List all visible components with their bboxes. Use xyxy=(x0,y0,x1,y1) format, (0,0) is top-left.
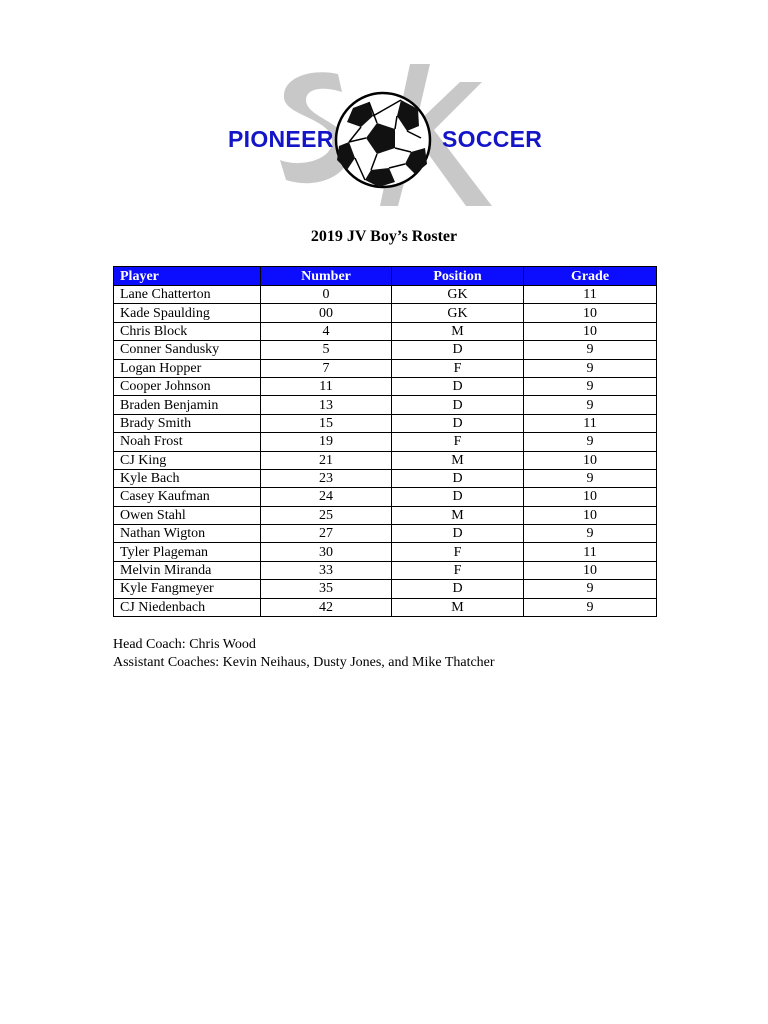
player-position-cell: D xyxy=(392,488,524,506)
column-header-number: Number xyxy=(261,267,392,286)
soccer-ball-icon xyxy=(336,93,430,187)
player-position-cell: D xyxy=(392,469,524,487)
player-grade-cell: 10 xyxy=(524,451,657,469)
table-row xyxy=(114,414,657,432)
table-row xyxy=(114,525,657,543)
player-grade-cell: 9 xyxy=(524,433,657,451)
player-number-cell: 13 xyxy=(261,396,392,414)
player-grade-cell: 9 xyxy=(524,359,657,377)
column-header-player: Player xyxy=(114,267,261,286)
player-position-cell: M xyxy=(392,506,524,524)
player-number-cell: 27 xyxy=(261,525,392,543)
player-grade-cell: 9 xyxy=(524,469,657,487)
assistant-coaches-text: Assistant Coaches: Kevin Neihaus, Dusty Jones, and Mike Thatcher xyxy=(113,655,495,670)
player-number-cell: 0 xyxy=(261,286,392,304)
player-number-cell: 5 xyxy=(261,341,392,359)
player-grade-cell: 11 xyxy=(524,543,657,561)
player-grade-cell: 10 xyxy=(524,488,657,506)
table-row xyxy=(114,359,657,377)
player-position-cell: M xyxy=(392,322,524,340)
roster-title: 2019 JV Boy’s Roster xyxy=(310,228,458,245)
player-position-cell: D xyxy=(392,580,524,598)
player-grade-cell: 9 xyxy=(524,341,657,359)
logo-word-soccer: SOCCER xyxy=(442,126,543,152)
player-name-cell: Tyler Plageman xyxy=(114,543,261,561)
player-grade-cell: 10 xyxy=(524,561,657,579)
table-row xyxy=(114,488,657,506)
player-name-cell: Melvin Miranda xyxy=(114,561,261,579)
player-position-cell: F xyxy=(392,543,524,561)
table-row xyxy=(114,506,657,524)
table-row xyxy=(114,561,657,579)
player-position-cell: D xyxy=(392,414,524,432)
player-number-cell: 21 xyxy=(261,451,392,469)
player-position-cell: GK xyxy=(392,304,524,322)
player-name-cell: Brady Smith xyxy=(114,414,261,432)
player-number-cell: 15 xyxy=(261,414,392,432)
player-name-cell: Noah Frost xyxy=(114,433,261,451)
player-name-cell: CJ Niedenbach xyxy=(114,598,261,616)
roster-table xyxy=(113,266,657,617)
player-grade-cell: 11 xyxy=(524,286,657,304)
table-row xyxy=(114,341,657,359)
player-number-cell: 42 xyxy=(261,598,392,616)
player-number-cell: 4 xyxy=(261,322,392,340)
player-number-cell: 35 xyxy=(261,580,392,598)
player-number-cell: 25 xyxy=(261,506,392,524)
player-position-cell: M xyxy=(392,451,524,469)
player-name-cell: Kyle Bach xyxy=(114,469,261,487)
player-number-cell: 24 xyxy=(261,488,392,506)
player-name-cell: Cooper Johnson xyxy=(114,377,261,395)
table-row xyxy=(114,598,657,616)
coaches-section xyxy=(113,636,495,672)
player-position-cell: F xyxy=(392,561,524,579)
player-grade-cell: 9 xyxy=(524,377,657,395)
player-grade-cell: 9 xyxy=(524,580,657,598)
player-grade-cell: 10 xyxy=(524,322,657,340)
player-name-cell: Nathan Wigton xyxy=(114,525,261,543)
player-position-cell: D xyxy=(392,341,524,359)
player-grade-cell: 9 xyxy=(524,598,657,616)
player-name-cell: Kyle Fangmeyer xyxy=(114,580,261,598)
player-number-cell: 30 xyxy=(261,543,392,561)
player-number-cell: 33 xyxy=(261,561,392,579)
player-grade-cell: 9 xyxy=(524,525,657,543)
logo-word-pioneer: PIONEER xyxy=(228,126,334,152)
pioneer-soccer-logo xyxy=(220,56,550,212)
player-position-cell: D xyxy=(392,396,524,414)
player-number-cell: 11 xyxy=(261,377,392,395)
roster-body xyxy=(114,286,657,617)
table-row xyxy=(114,304,657,322)
table-row xyxy=(114,322,657,340)
player-position-cell: F xyxy=(392,433,524,451)
player-grade-cell: 10 xyxy=(524,304,657,322)
player-position-cell: GK xyxy=(392,286,524,304)
table-row xyxy=(114,396,657,414)
head-coach-text: Head Coach: Chris Wood xyxy=(113,637,256,652)
table-row xyxy=(114,451,657,469)
table-row xyxy=(114,377,657,395)
player-name-cell: CJ King xyxy=(114,451,261,469)
player-position-cell: F xyxy=(392,359,524,377)
player-name-cell: Lane Chatterton xyxy=(114,286,261,304)
player-number-cell: 00 xyxy=(261,304,392,322)
player-position-cell: D xyxy=(392,377,524,395)
player-name-cell: Logan Hopper xyxy=(114,359,261,377)
player-number-cell: 19 xyxy=(261,433,392,451)
player-position-cell: M xyxy=(392,598,524,616)
player-name-cell: Casey Kaufman xyxy=(114,488,261,506)
table-row xyxy=(114,580,657,598)
player-name-cell: Chris Block xyxy=(114,322,261,340)
player-name-cell: Braden Benjamin xyxy=(114,396,261,414)
player-number-cell: 23 xyxy=(261,469,392,487)
column-header-position: Position xyxy=(392,267,524,286)
table-row xyxy=(114,286,657,304)
player-grade-cell: 9 xyxy=(524,396,657,414)
table-row xyxy=(114,469,657,487)
table-row xyxy=(114,543,657,561)
player-position-cell: D xyxy=(392,525,524,543)
player-name-cell: Conner Sandusky xyxy=(114,341,261,359)
player-grade-cell: 11 xyxy=(524,414,657,432)
roster-header-row xyxy=(114,267,657,286)
player-grade-cell: 10 xyxy=(524,506,657,524)
table-row xyxy=(114,433,657,451)
player-number-cell: 7 xyxy=(261,359,392,377)
column-header-grade: Grade xyxy=(524,267,657,286)
player-name-cell: Owen Stahl xyxy=(114,506,261,524)
player-name-cell: Kade Spaulding xyxy=(114,304,261,322)
